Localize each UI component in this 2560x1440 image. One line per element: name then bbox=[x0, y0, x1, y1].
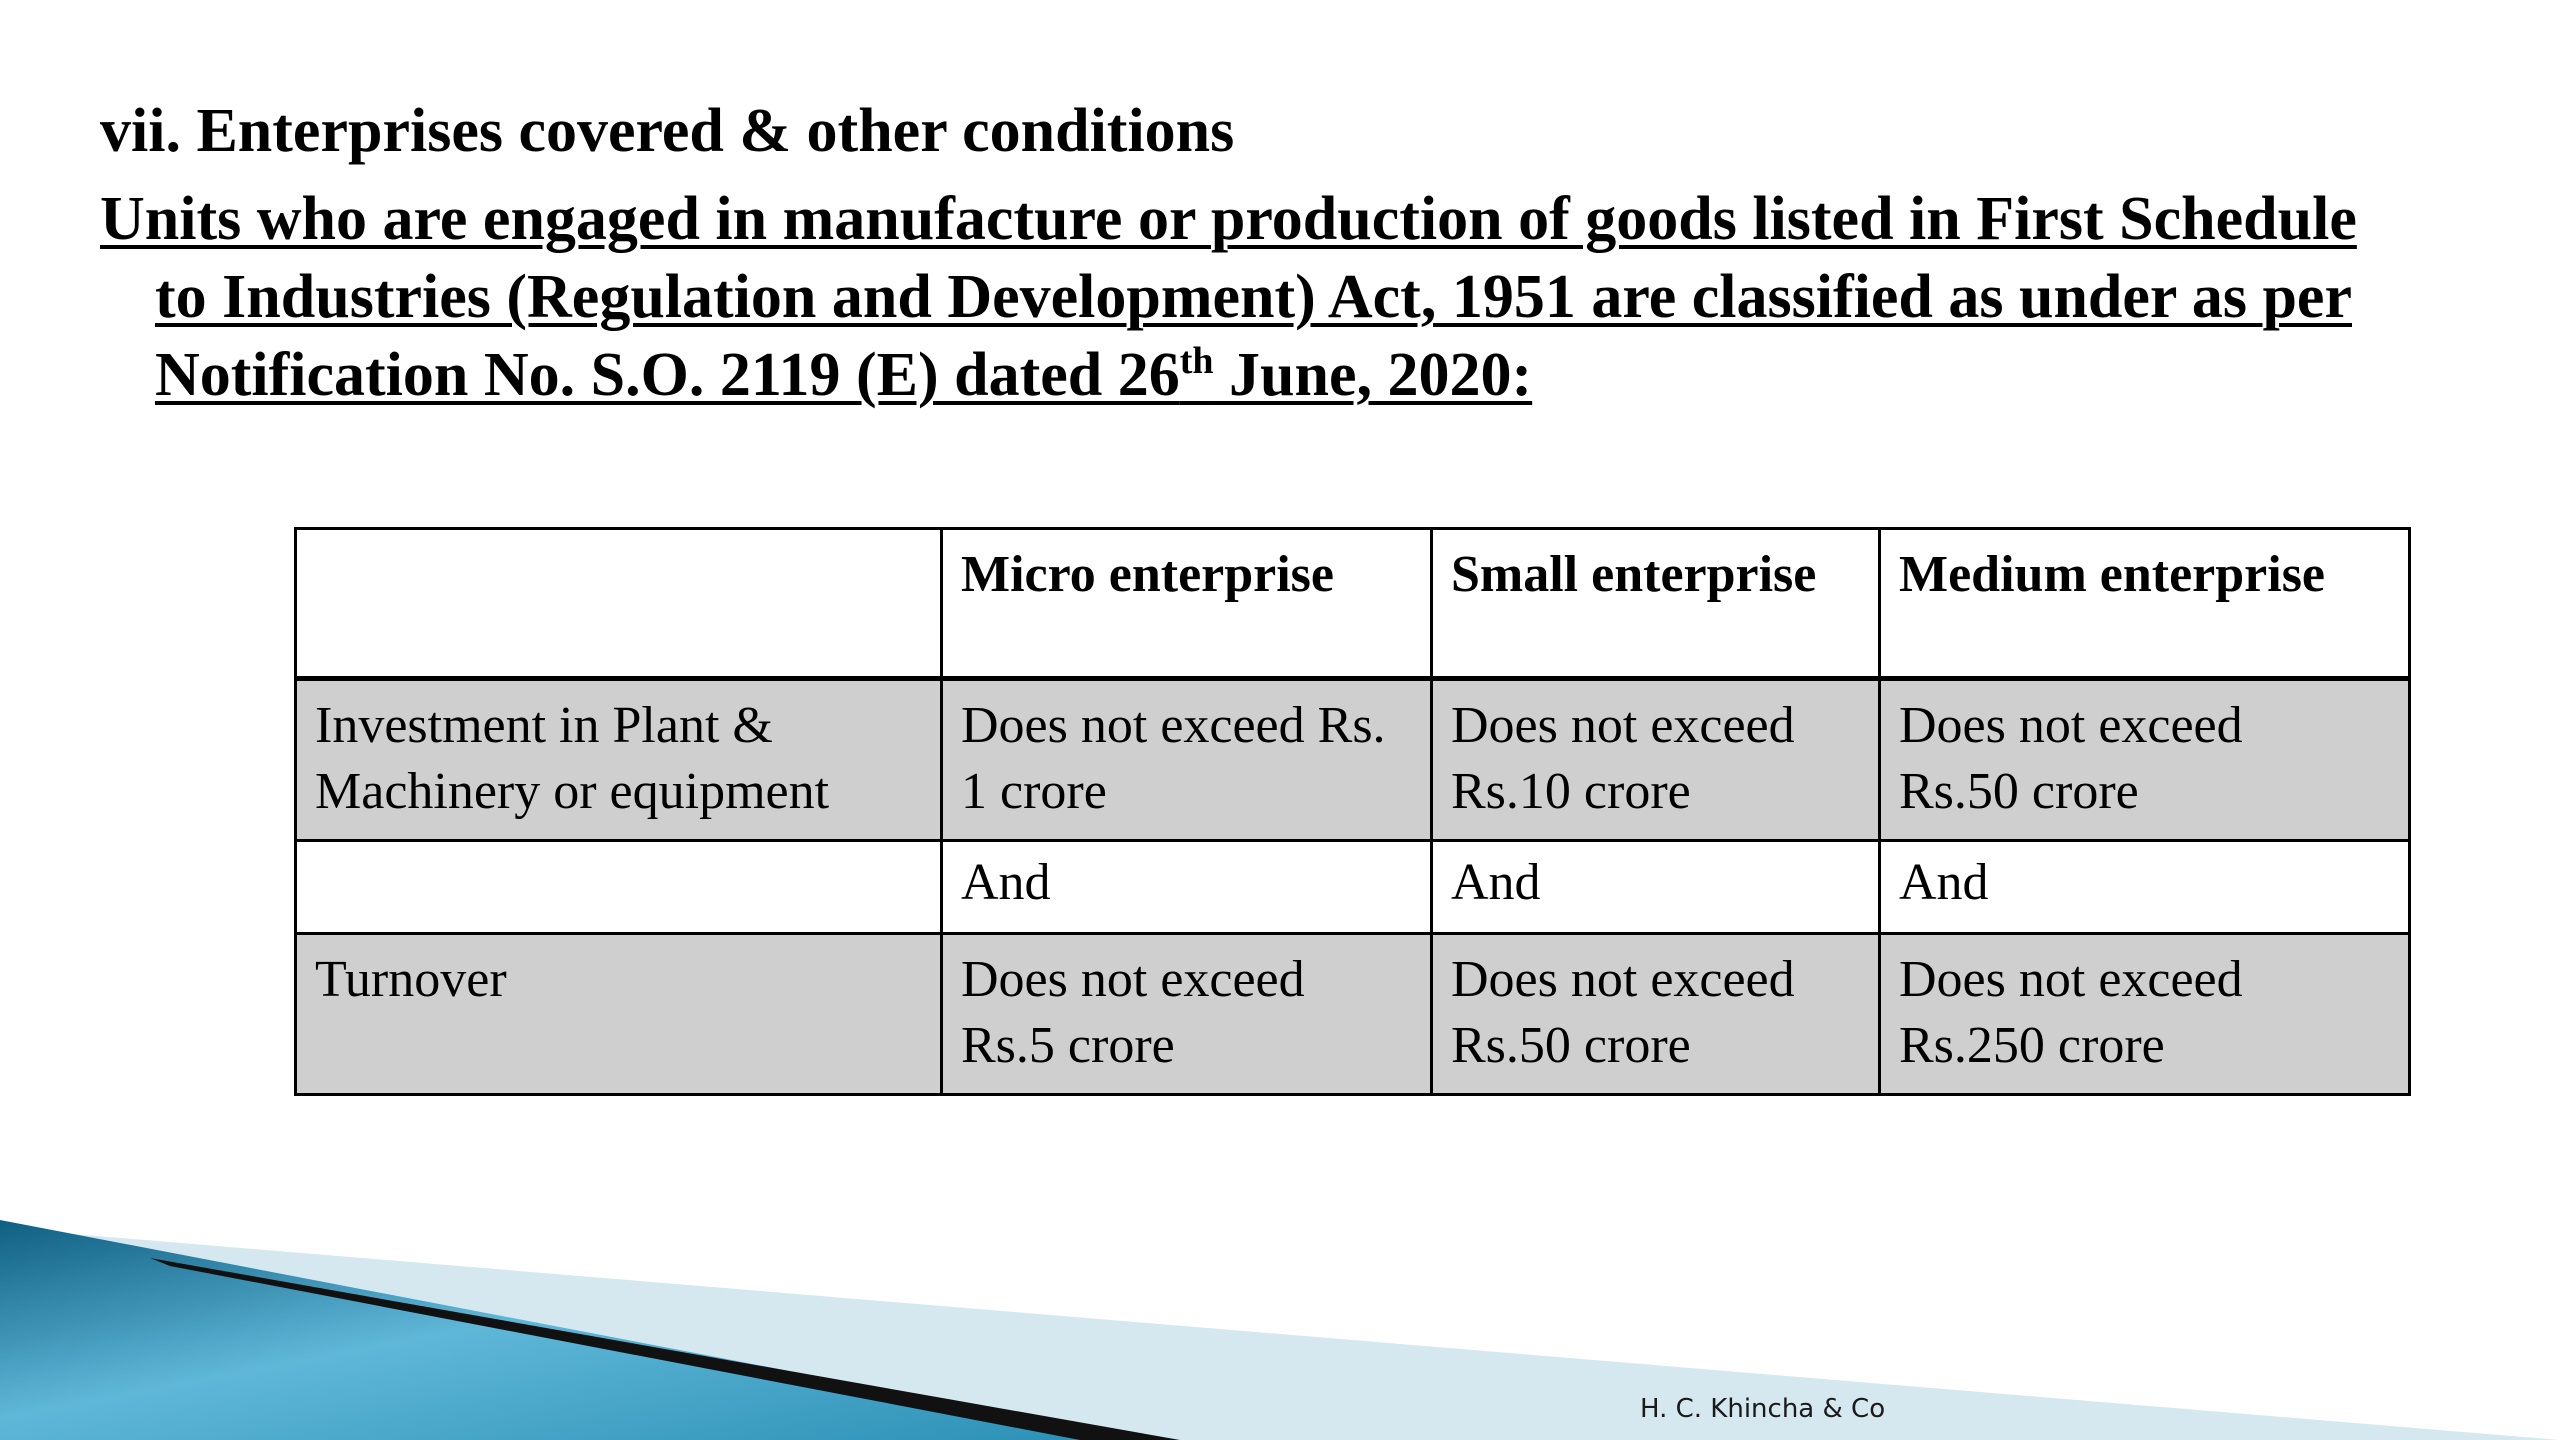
cell-line: Rs.10 crore bbox=[1451, 763, 1691, 820]
table-row-investment bbox=[296, 679, 2410, 841]
medium-cell bbox=[1880, 841, 2410, 934]
table-row-turnover bbox=[296, 934, 2410, 1095]
header-cell-blank bbox=[296, 529, 942, 679]
row-label-cell bbox=[296, 934, 942, 1095]
medium-cell bbox=[1880, 934, 2410, 1095]
footer-company-name: H. C. Khincha & Co bbox=[1640, 1394, 1886, 1424]
cell-line: Rs.50 crore bbox=[1451, 1017, 1691, 1074]
slide-subtitle bbox=[100, 180, 2460, 414]
row-label-cell bbox=[296, 679, 942, 841]
table-header-row bbox=[296, 529, 2410, 679]
cell-line: Turnover bbox=[315, 951, 507, 1008]
micro-cell bbox=[942, 841, 1432, 934]
cell-line: Does not exceed Rs. bbox=[961, 697, 1386, 754]
cell-line: 1 crore bbox=[961, 763, 1107, 820]
header-cell-small: Small enterprise bbox=[1432, 529, 1880, 679]
cell-line: Investment in Plant & bbox=[315, 697, 773, 754]
cell-line: Machinery or equipment bbox=[315, 763, 830, 820]
subtitle-line-3-end: June, 2020: bbox=[1213, 341, 1533, 409]
cell-line: And bbox=[961, 854, 1051, 911]
subtitle-line-2: to Industries (Regulation and Development) Act, 1951 are classified as under as per bbox=[155, 263, 2352, 331]
cell-line: Does not exceed bbox=[961, 951, 1305, 1008]
header-cell-micro: Micro enterprise bbox=[942, 529, 1432, 679]
cell-line: Rs.50 crore bbox=[1899, 763, 2139, 820]
cell-line: Does not exceed bbox=[1451, 951, 1795, 1008]
cell-line: Rs.250 crore bbox=[1899, 1017, 2165, 1074]
cell-line: Does not exceed bbox=[1451, 697, 1795, 754]
subtitle-line-3-text: Notification No. S.O. 2119 (E) dated 26 bbox=[155, 341, 1180, 409]
enterprise-classification-table bbox=[294, 527, 2411, 1096]
row-label-cell bbox=[296, 841, 942, 934]
header-cell-medium: Medium enterprise bbox=[1880, 529, 2410, 679]
cell-line: And bbox=[1899, 854, 1989, 911]
subtitle-line-3 bbox=[100, 336, 2460, 414]
table-row-and bbox=[296, 841, 2410, 934]
cell-line: And bbox=[1451, 854, 1541, 911]
cell-line: Does not exceed bbox=[1899, 697, 2243, 754]
subtitle-superscript: th bbox=[1179, 340, 1214, 382]
micro-cell bbox=[942, 679, 1432, 841]
small-cell bbox=[1432, 934, 1880, 1095]
small-cell bbox=[1432, 679, 1880, 841]
cell-line: Does not exceed bbox=[1899, 951, 2243, 1008]
medium-cell bbox=[1880, 679, 2410, 841]
cell-line: Rs.5 crore bbox=[961, 1017, 1175, 1074]
slide-heading: vii. Enterprises covered & other conditions bbox=[100, 97, 1235, 165]
corner-swoosh-decoration bbox=[0, 1200, 2560, 1440]
small-cell bbox=[1432, 841, 1880, 934]
micro-cell bbox=[942, 934, 1432, 1095]
subtitle-line-1: Units who are engaged in manufacture or production of goods listed in First Schedule bbox=[100, 185, 2357, 253]
